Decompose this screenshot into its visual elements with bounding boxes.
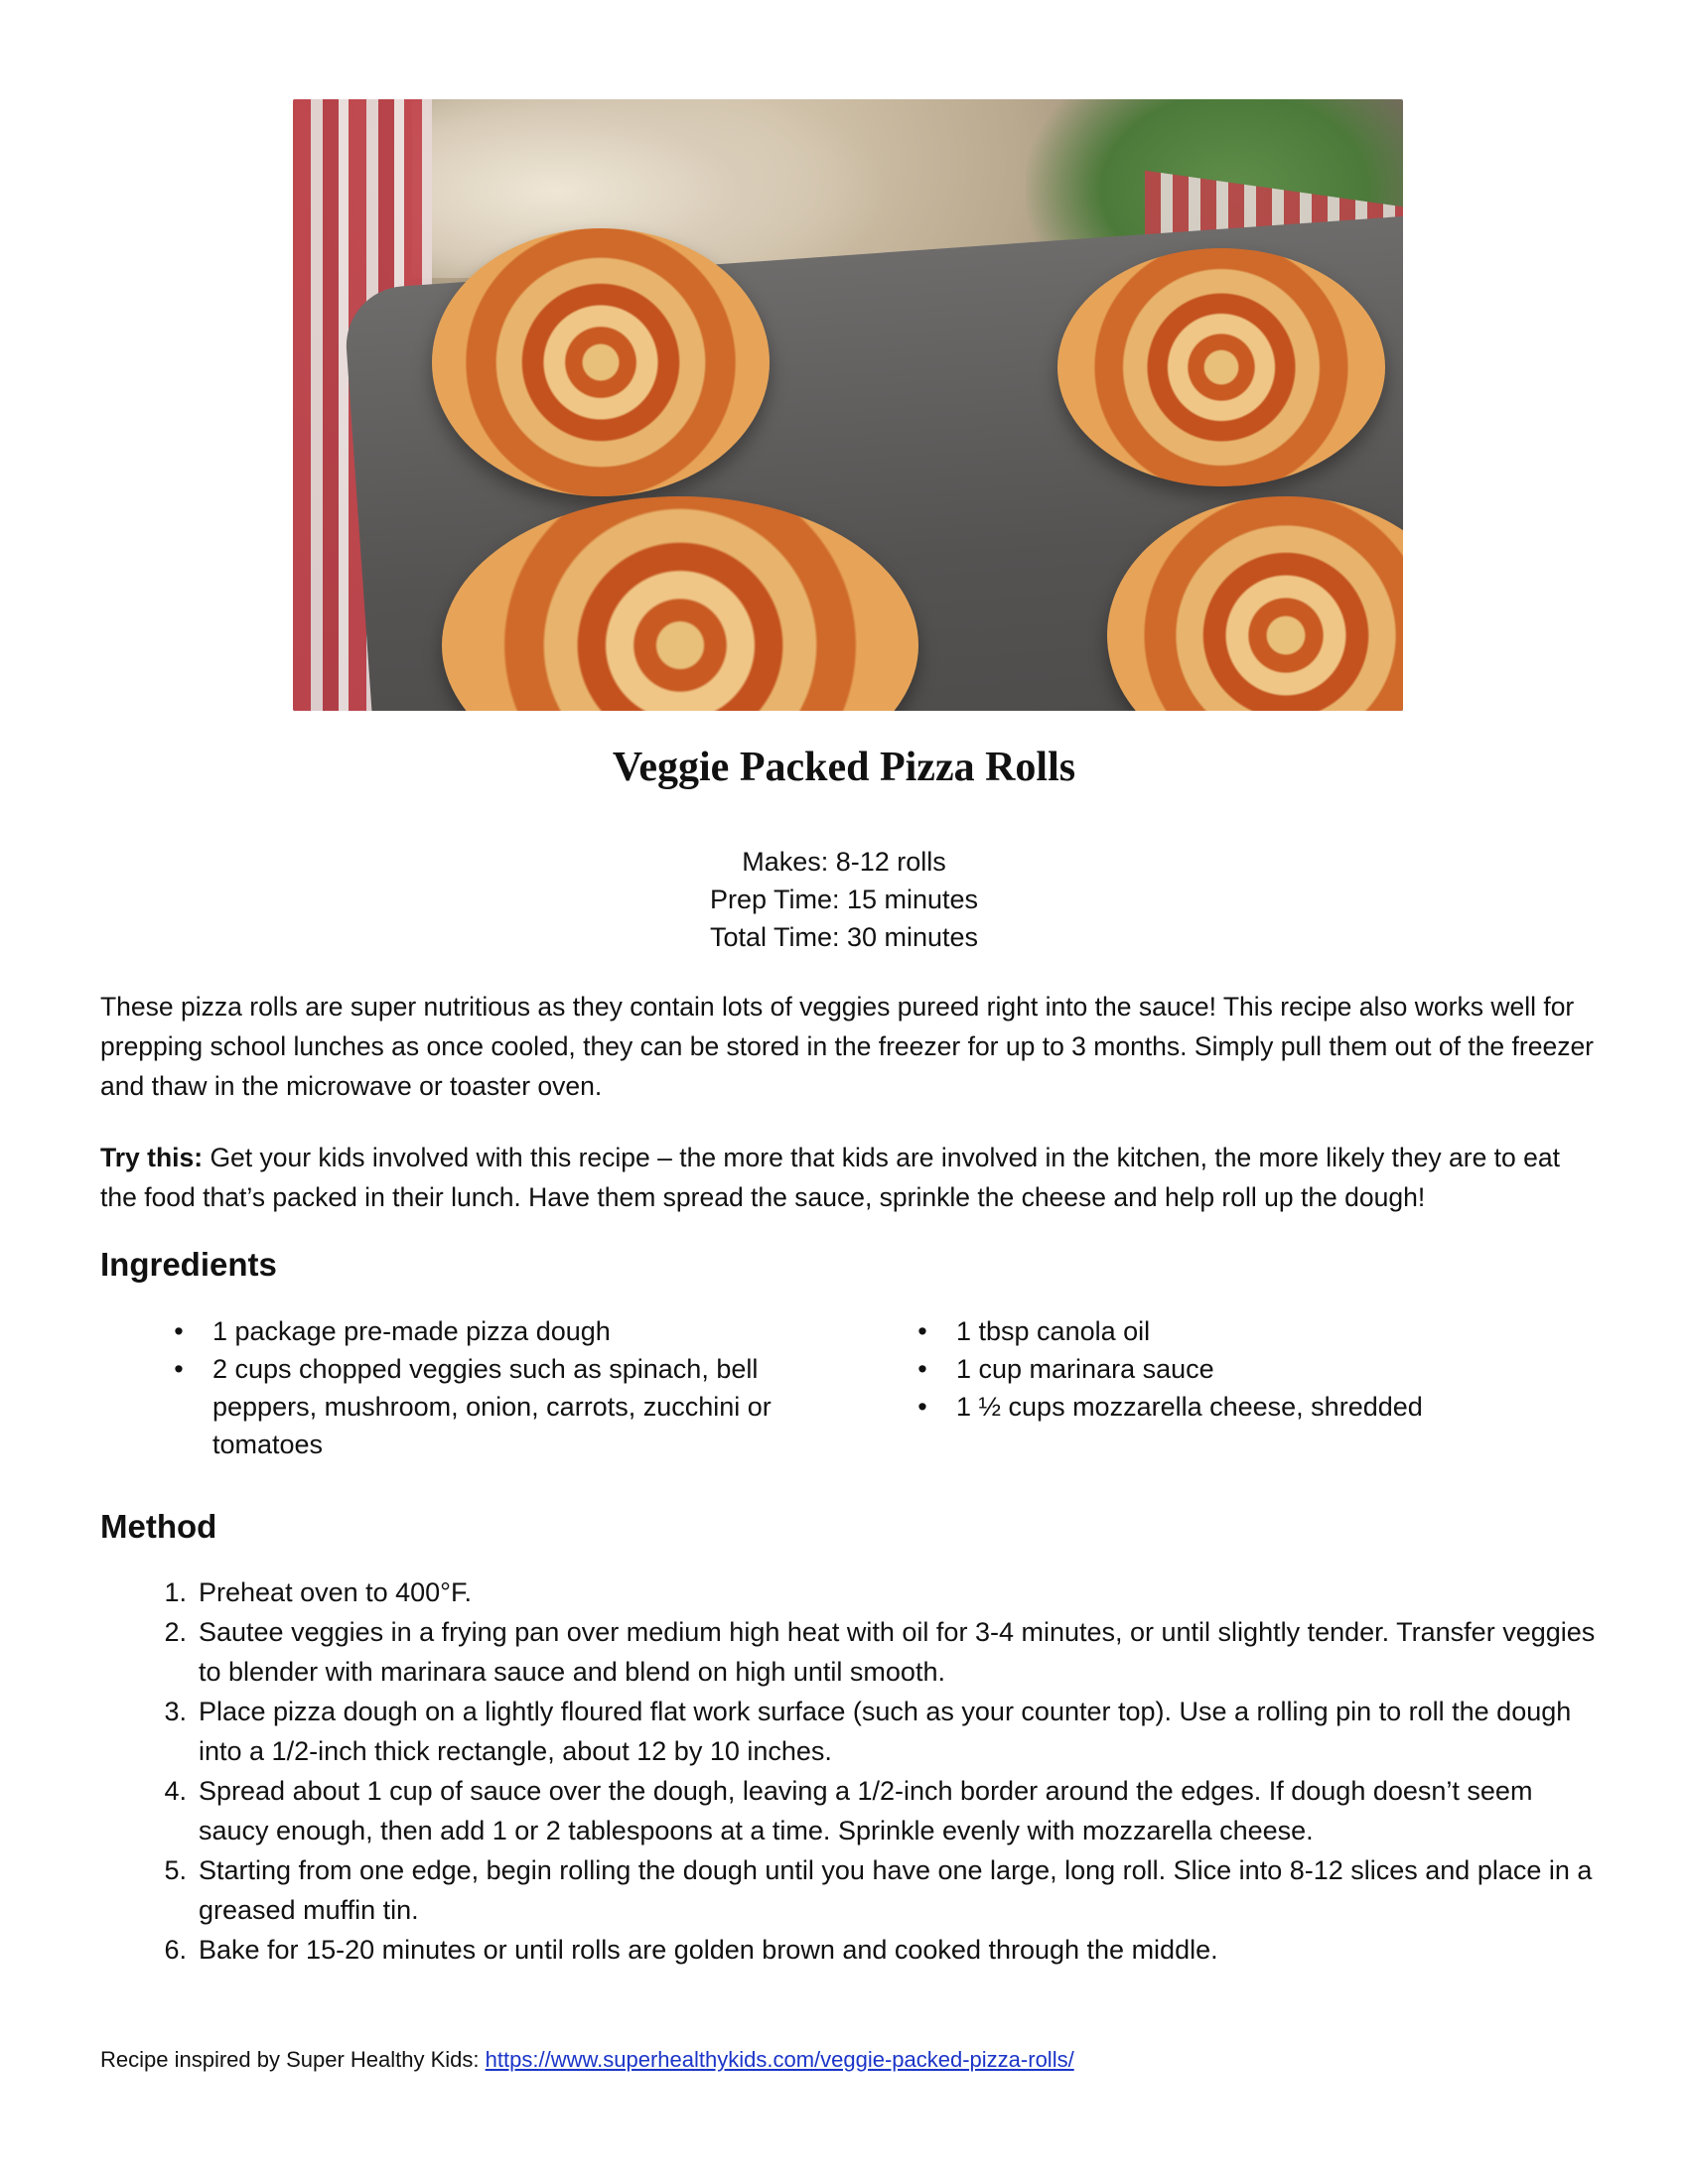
step-text: Spread about 1 cup of sauce over the dough, leaving a 1/2-inch border around the edges. If dough doesn’t seem saucy enough, then add 1 or 2 tablespoons at a time. Sprinkle evenly with mozzarella cheese.: [199, 1776, 1533, 1845]
bullet-icon: •: [917, 1392, 927, 1422]
credit-prefix: Recipe inspired by Super Healthy Kids:: [100, 2047, 486, 2072]
intro-paragraph: These pizza rolls are super nutritious as they contain lots of veggies pureed right into the sauce! This recipe also works well for prepping school lunches as once cooled, they can be stored in the freezer for up to 3 months. Simply pull them out of the freezer and thaw in the microwave or toaster oven.: [100, 992, 1595, 1101]
source-link[interactable]: https://www.superhealthykids.com/veggie-packed-pizza-rolls/: [485, 2047, 1074, 2072]
pizza-roll: [432, 228, 770, 496]
pizza-roll: [1057, 248, 1385, 486]
bullet-icon: •: [917, 1354, 927, 1384]
method-step: [164, 1930, 1609, 1970]
method-step: [164, 1771, 1609, 1850]
step-number: 6.: [164, 1935, 187, 1965]
tip-lead: Try this:: [100, 1143, 204, 1172]
step-number: 3.: [164, 1697, 187, 1726]
recipe-credit: [100, 2045, 1074, 2075]
bullet-icon: •: [917, 1316, 927, 1346]
method-step: [164, 1692, 1609, 1771]
step-number: 1.: [164, 1577, 187, 1607]
step-number: 4.: [164, 1776, 187, 1806]
step-text: Starting from one edge, begin rolling the dough until you have one large, long roll. Slice into 8-12 slices and place in a greased muffin tin.: [199, 1855, 1593, 1925]
list-item: • 1 cup marinara sauce: [956, 1350, 1572, 1388]
step-text: Bake for 15-20 minutes or until rolls are golden brown and cooked through the middle.: [199, 1935, 1218, 1965]
recipe-meta: [0, 843, 1688, 956]
tip-text: Get your kids involved with this recipe – the more that kids are involved in the kitchen, the more likely they are to eat the food that’s packed in their lunch. Have them spread the sauce, sprinkle the cheese and help roll up the dough!: [100, 1143, 1560, 1212]
pizza-rolls-photo: [293, 99, 1403, 711]
bullet-icon: •: [174, 1316, 184, 1346]
total-time-text: Total Time: 30 minutes: [709, 922, 979, 952]
method-heading: Method: [100, 1508, 217, 1545]
step-text: Preheat oven to 400°F.: [199, 1577, 472, 1607]
bullet-icon: •: [174, 1354, 184, 1384]
step-number: 5.: [164, 1855, 187, 1885]
list-item: • 1 ½ cups mozzarella cheese, shredded: [956, 1388, 1572, 1426]
tip-paragraph: [100, 1138, 1600, 1217]
ingredients-list-left: [174, 1312, 858, 1463]
method-step: [164, 1612, 1609, 1692]
recipe-title: Veggie Packed Pizza Rolls: [612, 745, 1076, 790]
list-item: • 2 cups chopped veggies such as spinach, bell peppers, mushroom, onion, carrots, zucchini or tomatoes: [212, 1350, 858, 1463]
ingredients-list-right: [917, 1312, 1572, 1426]
prep-time-text: Prep Time: 15 minutes: [709, 885, 979, 914]
method-steps: [164, 1572, 1609, 1970]
method-step: [164, 1850, 1609, 1930]
ingredients-heading: Ingredients: [100, 1246, 277, 1283]
step-text: Place pizza dough on a lightly floured flat work surface (such as your counter top). Use a rolling pin to roll the dough into a 1/2-inch thick rectangle, about 12 by 10 inches.: [199, 1697, 1572, 1766]
step-text: Sautee veggies in a frying pan over medium high heat with oil for 3-4 minutes, or until slightly tender. Transfer veggies to blender with marinara sauce and blend on high until smooth.: [199, 1617, 1596, 1687]
method-step: [164, 1572, 1609, 1612]
list-item: • 1 package pre-made pizza dough: [212, 1312, 858, 1350]
step-number: 2.: [164, 1617, 187, 1647]
list-item: • 1 tbsp canola oil: [956, 1312, 1572, 1350]
makes-text: Makes: 8-12 rolls: [742, 847, 946, 877]
